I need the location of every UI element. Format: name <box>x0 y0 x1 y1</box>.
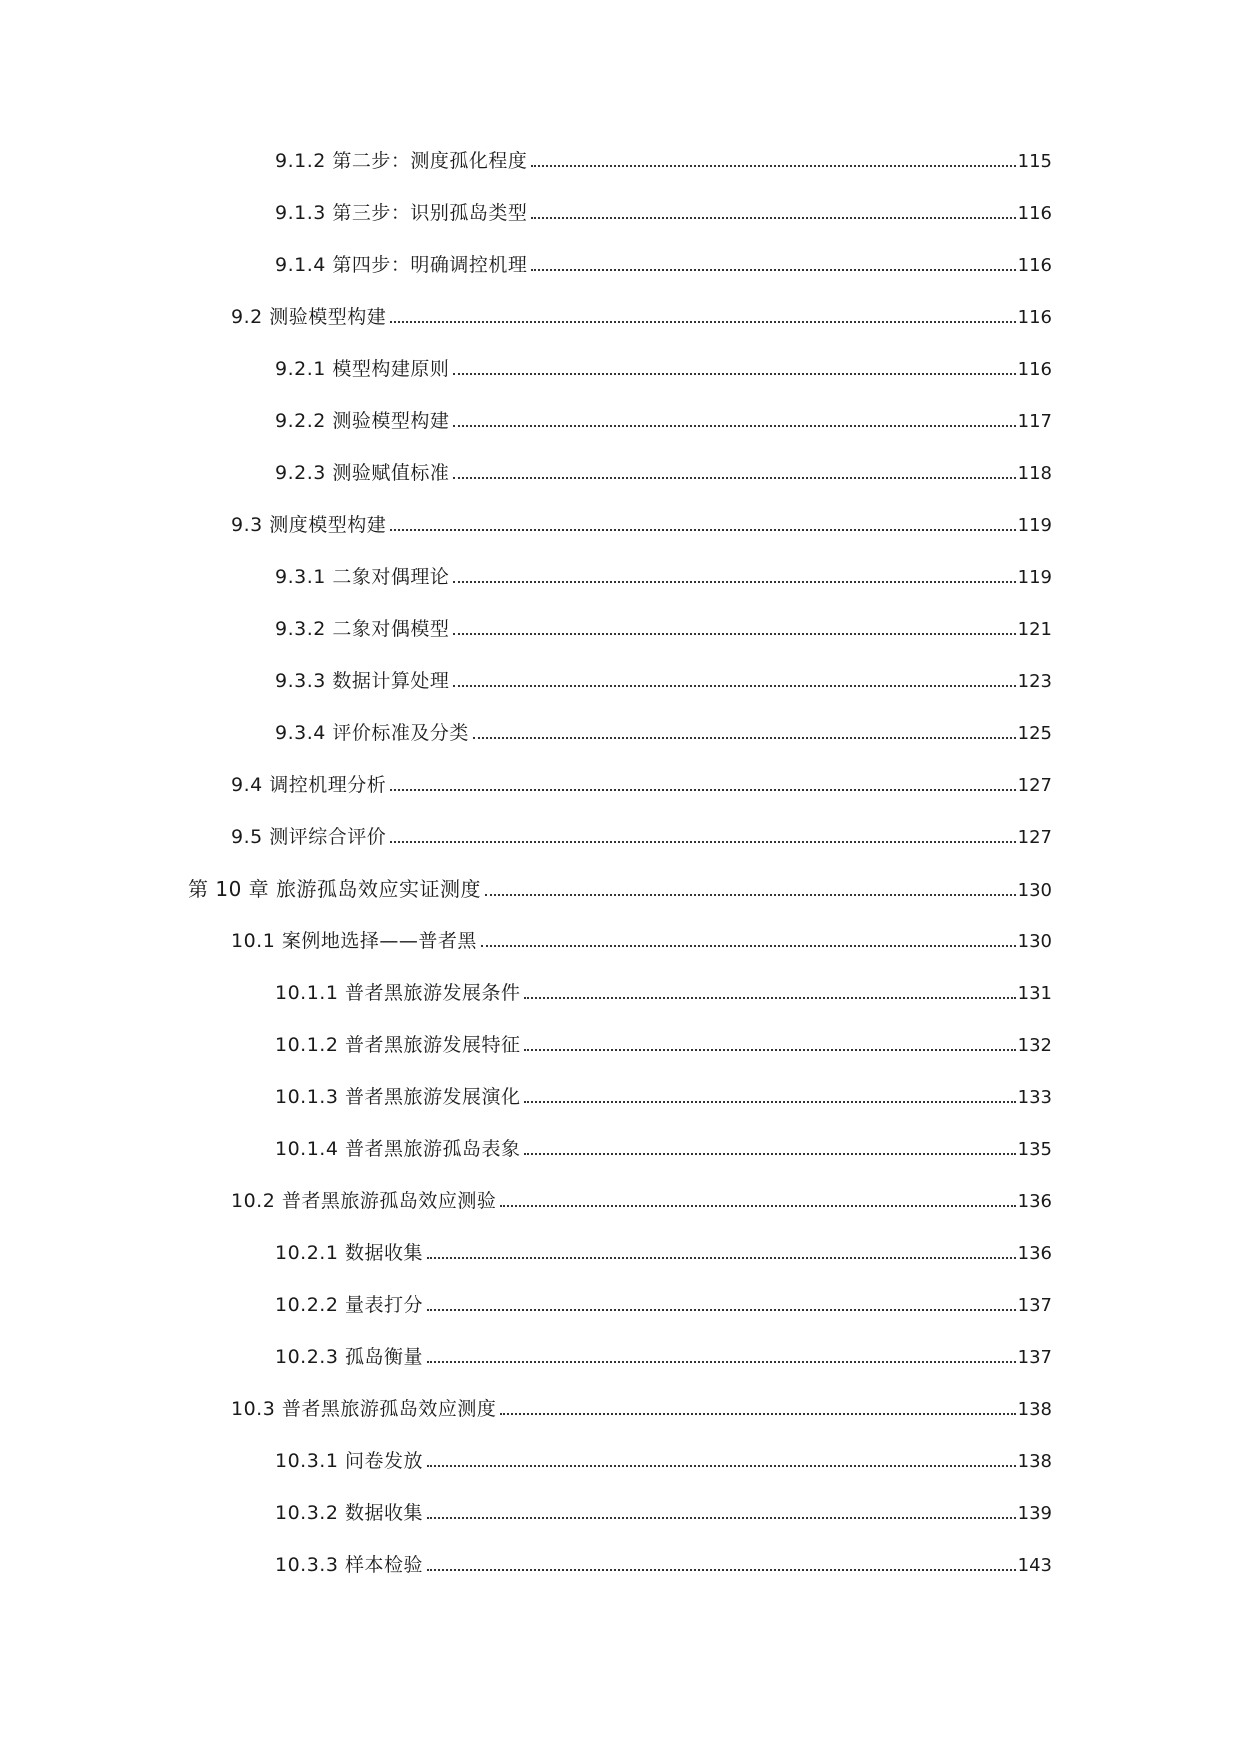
toc-entry-label: 10.2.1 数据收集 <box>275 1242 423 1264</box>
toc-entry-page-number: 137 <box>1017 1295 1052 1316</box>
toc-entry-label: 10.3.1 问卷发放 <box>275 1450 423 1472</box>
toc-leader-dots <box>524 1152 1015 1155</box>
toc-entry[interactable] <box>0 824 1241 876</box>
toc-leader-dots <box>453 580 1015 583</box>
toc-entry[interactable] <box>0 1344 1241 1396</box>
toc-entry-page-number: 139 <box>1017 1503 1052 1524</box>
toc-entry[interactable] <box>0 1552 1241 1604</box>
toc-entry[interactable] <box>0 512 1241 564</box>
toc-chapter-entry[interactable] <box>0 876 1241 928</box>
toc-leader-dots <box>427 1360 1016 1363</box>
toc-entry[interactable] <box>0 668 1241 720</box>
toc-leader-dots <box>500 1412 1015 1415</box>
toc-leader-dots <box>427 1516 1016 1519</box>
toc-entry-page-number: 138 <box>1017 1451 1052 1472</box>
toc-entry-page-number: 143 <box>1017 1555 1052 1576</box>
toc-entry[interactable] <box>0 1032 1241 1084</box>
toc-entry[interactable] <box>0 1136 1241 1188</box>
toc-entry-page-number: 121 <box>1017 619 1052 640</box>
toc-entry[interactable] <box>0 148 1241 200</box>
toc-leader-dots <box>531 268 1015 271</box>
toc-leader-dots <box>524 1048 1015 1051</box>
toc-entry-page-number: 137 <box>1017 1347 1052 1368</box>
toc-entry-label: 9.5 测评综合评价 <box>231 826 387 848</box>
toc-leader-dots <box>524 996 1015 999</box>
toc-leader-dots <box>427 1568 1016 1571</box>
toc-entry-page-number: 125 <box>1017 723 1052 744</box>
toc-leader-dots <box>453 372 1015 375</box>
table-of-contents <box>0 148 1241 1604</box>
toc-leader-dots <box>485 893 1016 896</box>
toc-leader-dots <box>453 476 1015 479</box>
toc-entry-label: 9.3.2 二象对偶模型 <box>275 618 450 640</box>
toc-entry-page-number: 119 <box>1017 567 1052 588</box>
toc-entry-label: 10.1 案例地选择——普者黑 <box>231 930 477 952</box>
toc-entry[interactable] <box>0 304 1241 356</box>
toc-entry-page-number: 116 <box>1017 203 1052 224</box>
toc-entry-label: 10.3.2 数据收集 <box>275 1502 423 1524</box>
toc-entry-page-number: 123 <box>1017 671 1052 692</box>
toc-entry-label: 10.1.3 普者黑旅游发展演化 <box>275 1086 521 1108</box>
toc-entry[interactable] <box>0 1292 1241 1344</box>
toc-leader-dots <box>453 632 1015 635</box>
toc-entry[interactable] <box>0 772 1241 824</box>
toc-leader-dots <box>531 216 1015 219</box>
toc-entry-label: 9.3.3 数据计算处理 <box>275 670 450 692</box>
toc-entry[interactable] <box>0 200 1241 252</box>
toc-entry-page-number: 116 <box>1017 359 1052 380</box>
toc-entry-page-number: 127 <box>1017 827 1052 848</box>
toc-entry-label: 9.1.4 第四步：明确调控机理 <box>275 254 528 276</box>
toc-entry-page-number: 116 <box>1017 307 1052 328</box>
toc-entry[interactable] <box>0 356 1241 408</box>
toc-entry-page-number: 116 <box>1017 255 1052 276</box>
toc-entry[interactable] <box>0 1084 1241 1136</box>
toc-entry[interactable] <box>0 1396 1241 1448</box>
toc-entry-page-number: 130 <box>1017 880 1052 901</box>
toc-entry-label: 9.2.2 测验模型构建 <box>275 410 450 432</box>
toc-entry-label: 10.2 普者黑旅游孤岛效应测验 <box>231 1190 497 1212</box>
toc-entry-page-number: 115 <box>1017 151 1052 172</box>
toc-entry-label: 10.3 普者黑旅游孤岛效应测度 <box>231 1398 497 1420</box>
toc-entry-page-number: 135 <box>1017 1139 1052 1160</box>
toc-entry-page-number: 130 <box>1017 931 1052 952</box>
toc-entry-page-number: 127 <box>1017 775 1052 796</box>
toc-entry-label: 9.2 测验模型构建 <box>231 306 387 328</box>
toc-leader-dots <box>500 1204 1015 1207</box>
toc-entry-label: 10.3.3 样本检验 <box>275 1554 423 1576</box>
toc-entry[interactable] <box>0 460 1241 512</box>
toc-leader-dots <box>473 736 1016 739</box>
toc-leader-dots <box>481 944 1016 947</box>
toc-entry-label: 10.1.1 普者黑旅游发展条件 <box>275 982 521 1004</box>
toc-entry-label: 10.2.3 孤岛衡量 <box>275 1346 423 1368</box>
toc-leader-dots <box>531 164 1015 167</box>
toc-leader-dots <box>427 1256 1016 1259</box>
toc-entry-page-number: 138 <box>1017 1399 1052 1420</box>
toc-entry[interactable] <box>0 980 1241 1032</box>
toc-leader-dots <box>390 788 1015 791</box>
toc-entry[interactable] <box>0 616 1241 668</box>
toc-entry-label: 10.2.2 量表打分 <box>275 1294 423 1316</box>
toc-leader-dots <box>390 840 1015 843</box>
toc-leader-dots <box>453 424 1015 427</box>
toc-entry-page-number: 117 <box>1017 411 1052 432</box>
toc-entry-label: 9.4 调控机理分析 <box>231 774 387 796</box>
toc-entry[interactable] <box>0 408 1241 460</box>
toc-entry[interactable] <box>0 252 1241 304</box>
toc-entry-label: 9.3.1 二象对偶理论 <box>275 566 450 588</box>
toc-entry-page-number: 118 <box>1017 463 1052 484</box>
toc-entry-page-number: 119 <box>1017 515 1052 536</box>
toc-entry-label: 9.2.1 模型构建原则 <box>275 358 450 380</box>
toc-entry-page-number: 131 <box>1017 983 1052 1004</box>
toc-entry-label: 10.1.2 普者黑旅游发展特征 <box>275 1034 521 1056</box>
toc-entry[interactable] <box>0 564 1241 616</box>
toc-entry-page-number: 133 <box>1017 1087 1052 1108</box>
toc-entry-label: 9.3 测度模型构建 <box>231 514 387 536</box>
toc-entry-label: 9.1.3 第三步：识别孤岛类型 <box>275 202 528 224</box>
toc-entry[interactable] <box>0 1240 1241 1292</box>
toc-entry[interactable] <box>0 1188 1241 1240</box>
toc-entry-label: 9.1.2 第二步：测度孤化程度 <box>275 150 528 172</box>
toc-leader-dots <box>427 1464 1016 1467</box>
toc-entry-page-number: 132 <box>1017 1035 1052 1056</box>
toc-leader-dots <box>390 528 1015 531</box>
toc-entry-label: 10.1.4 普者黑旅游孤岛表象 <box>275 1138 521 1160</box>
toc-entry-label: 第 10 章 旅游孤岛效应实证测度 <box>188 877 482 901</box>
toc-entry-label: 9.3.4 评价标准及分类 <box>275 722 469 744</box>
toc-entry[interactable] <box>0 1500 1241 1552</box>
toc-entry-page-number: 136 <box>1017 1191 1052 1212</box>
toc-leader-dots <box>390 320 1015 323</box>
toc-entry[interactable] <box>0 1448 1241 1500</box>
toc-leader-dots <box>427 1308 1016 1311</box>
toc-entry[interactable] <box>0 720 1241 772</box>
toc-leader-dots <box>524 1100 1015 1103</box>
toc-entry-page-number: 136 <box>1017 1243 1052 1264</box>
toc-entry[interactable] <box>0 928 1241 980</box>
toc-leader-dots <box>453 684 1015 687</box>
toc-entry-label: 9.2.3 测验赋值标准 <box>275 462 450 484</box>
